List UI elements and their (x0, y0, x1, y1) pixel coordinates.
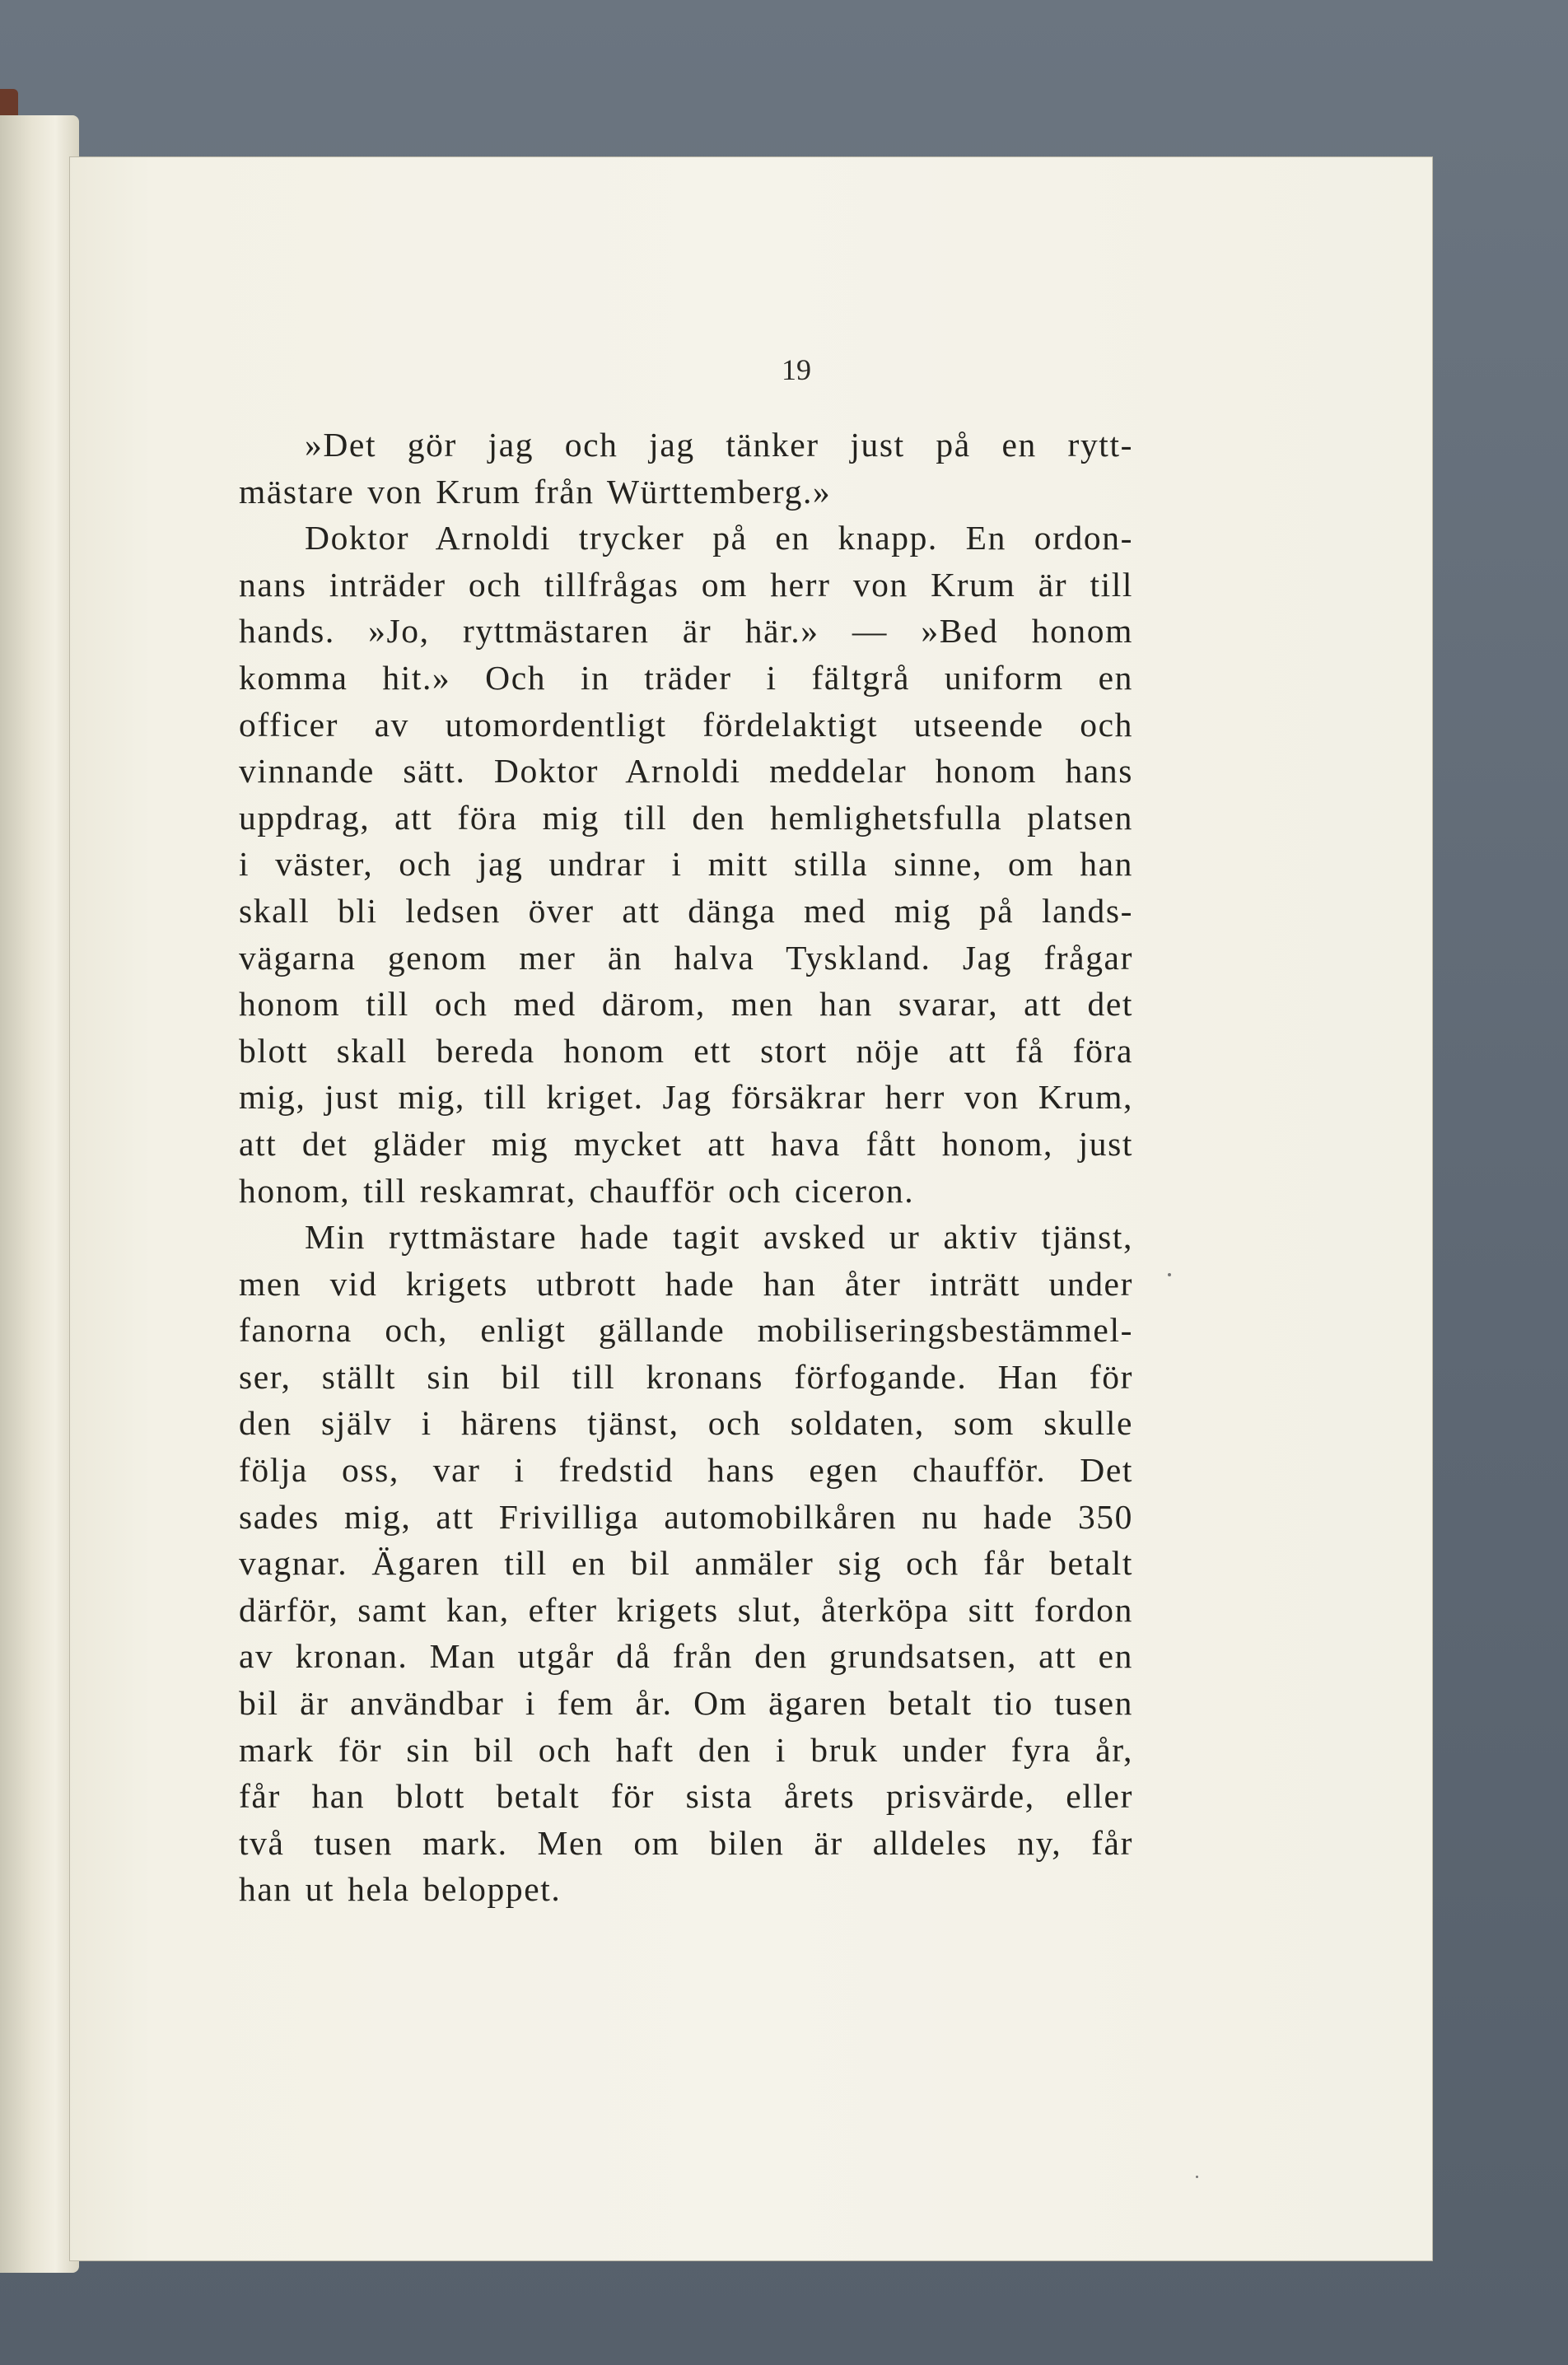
page-number: 19 (782, 353, 811, 386)
text-line: komma hit.» Och in träder i fältgrå uniform en (239, 658, 1133, 697)
text-line: den själv i härens tjänst, och soldaten, som skulle (239, 1404, 1133, 1443)
text-line: mark för sin bil och haft den i bruk under fyra år, (239, 1730, 1133, 1769)
book-page (69, 156, 1433, 2261)
text-line: ser, ställt sin bil till kronans förfogande. Han för (239, 1357, 1133, 1396)
text-line: han ut hela beloppet. (239, 1870, 562, 1909)
text-line: blott skall bereda honom ett stort nöje att få föra (239, 1031, 1133, 1070)
text-line: fanorna och, enligt gällande mobiliseringsbestämmel- (239, 1311, 1133, 1350)
text-line: vinnande sätt. Doktor Arnoldi meddelar honom hans (239, 752, 1133, 791)
book-page-edges (0, 115, 79, 2273)
text-line: honom, till reskamrat, chaufför och ciceron. (239, 1171, 915, 1210)
paper-speck (1196, 2176, 1198, 2178)
text-line: hands. »Jo, ryttmästaren är här.» — »Bed honom (239, 612, 1133, 651)
text-line: skall bli ledsen över att dänga med mig på lands- (239, 891, 1133, 930)
body-text (239, 422, 1133, 1913)
text-line: officer av utomordentligt fördelaktigt utseende och (239, 705, 1133, 744)
text-line: men vid krigets utbrott hade han åter inträtt under (239, 1264, 1133, 1303)
text-line: Doktor Arnoldi trycker på en knapp. En ordon- (305, 519, 1133, 557)
text-line: bil är användbar i fem år. Om ägaren betalt tio tusen (239, 1684, 1133, 1723)
text-line: mig, just mig, till kriget. Jag försäkrar herr von Krum, (239, 1078, 1133, 1117)
text-line: att det gläder mig mycket att hava fått honom, just (239, 1124, 1133, 1163)
text-line: nans inträder och tillfrågas om herr von Krum är till (239, 565, 1133, 604)
paper-speck (1168, 1273, 1171, 1276)
text-line: i väster, och jag undrar i mitt stilla sinne, om han (239, 845, 1133, 884)
text-line: följa oss, var i fredstid hans egen chaufför. Det (239, 1451, 1133, 1490)
text-line: uppdrag, att föra mig till den hemlighetsfulla platsen (239, 798, 1133, 837)
text-line: »Det gör jag och jag tänker just på en rytt- (305, 426, 1133, 464)
text-line: honom till och med därom, men han svarar, att det (239, 985, 1133, 1024)
text-line: sades mig, att Frivilliga automobilkåren nu hade 350 (239, 1497, 1133, 1536)
text-line: av kronan. Man utgår då från den grundsatsen, att en (239, 1637, 1133, 1676)
text-line: två tusen mark. Men om bilen är alldeles ny, får (239, 1823, 1133, 1862)
text-line: vagnar. Ägaren till en bil anmäler sig och får betalt (239, 1544, 1133, 1583)
text-line: mästare von Krum från Württemberg.» (239, 472, 832, 511)
text-line: Min ryttmästare hade tagit avsked ur aktiv tjänst, (305, 1218, 1133, 1257)
text-line: därför, samt kan, efter krigets slut, återköpa sitt fordon (239, 1590, 1133, 1629)
text-line: får han blott betalt för sista årets prisvärde, eller (239, 1777, 1133, 1816)
text-line: vägarna genom mer än halva Tyskland. Jag frågar (239, 938, 1133, 977)
